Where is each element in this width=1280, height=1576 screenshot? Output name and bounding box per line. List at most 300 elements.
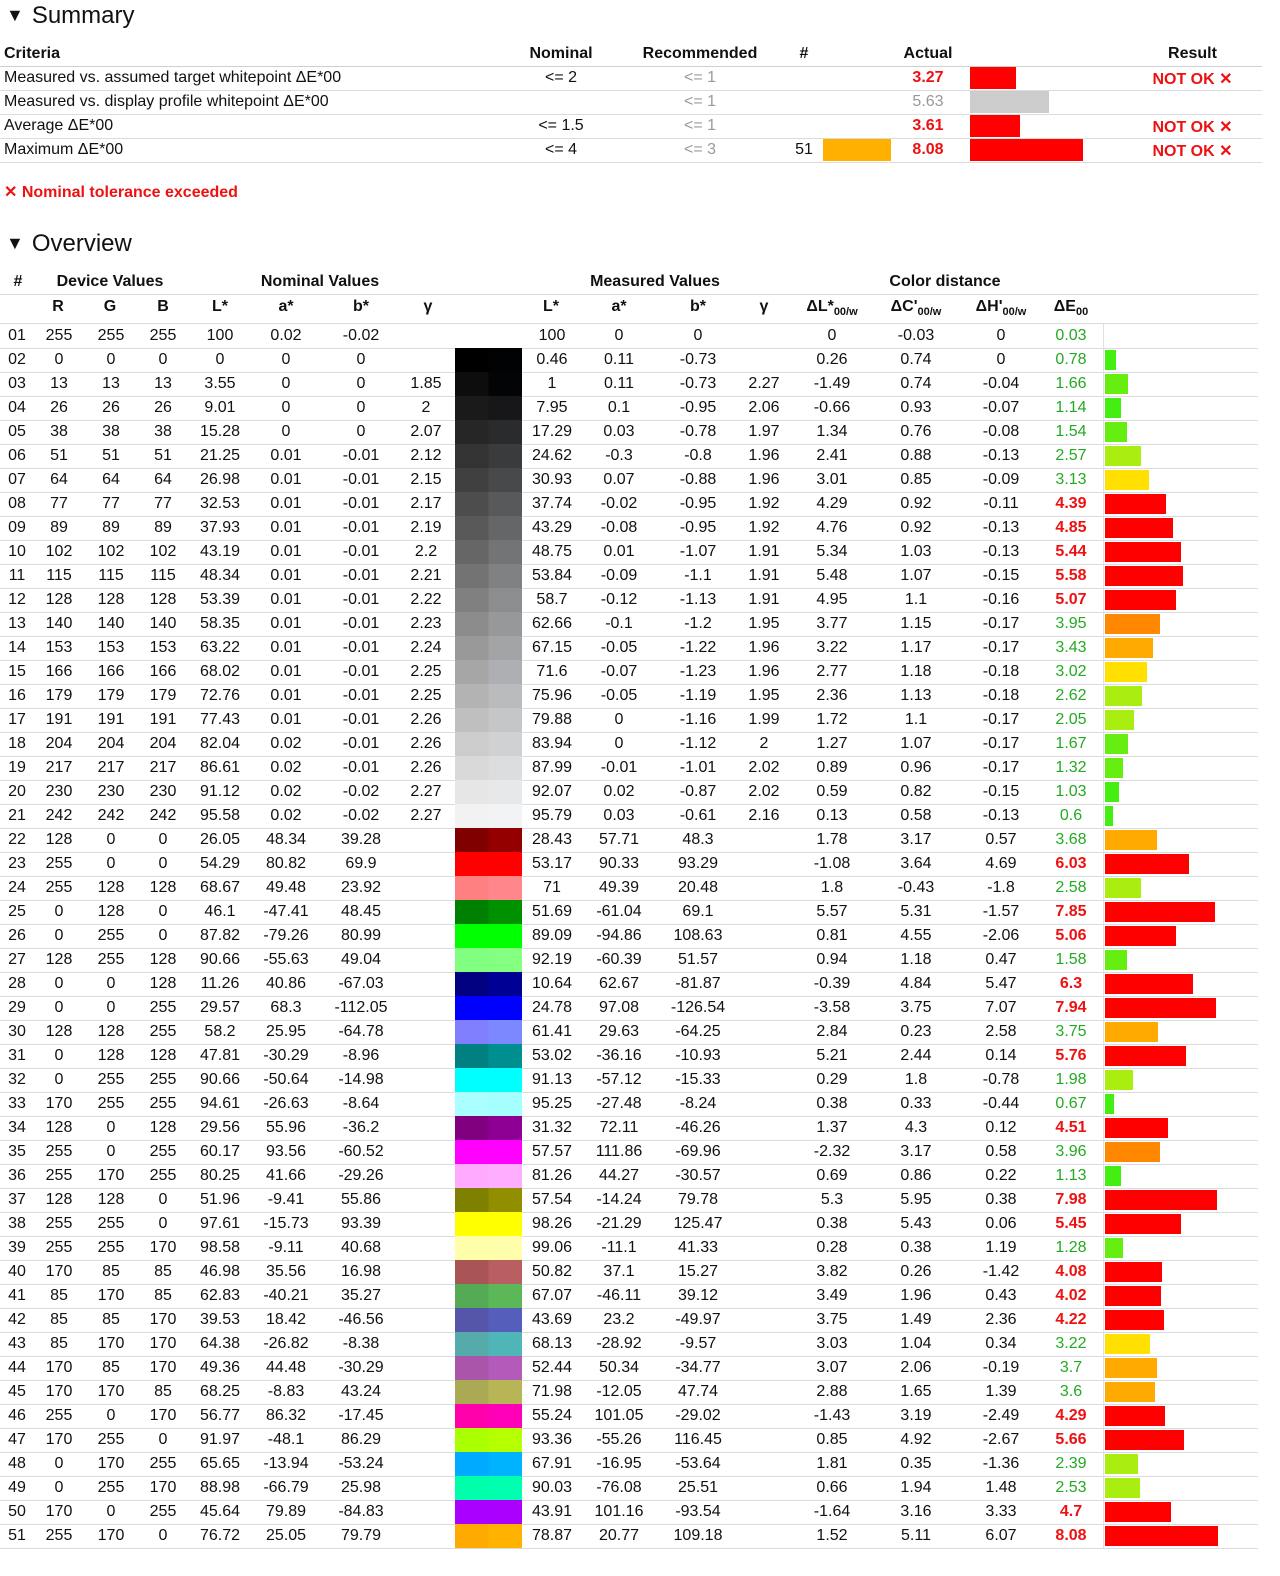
delta-l: 2.84: [816, 1023, 848, 1040]
column-header: R: [52, 298, 64, 315]
table-row: [0, 396, 1258, 421]
delta-l-label: ΔL*: [806, 298, 834, 315]
measured-a: 0: [614, 735, 624, 752]
device-g: 26: [102, 399, 120, 416]
delta-e-bar: [1105, 806, 1113, 826]
nominal-l: 53.39: [199, 591, 241, 608]
nominal-l: 26.05: [199, 831, 241, 848]
nominal-l: 82.04: [199, 735, 241, 752]
delta-h: -0.19: [982, 1359, 1020, 1376]
measured-b: -1.23: [679, 663, 717, 680]
nominal-a: 93.56: [265, 1143, 307, 1160]
measured-b: -1.22: [679, 639, 717, 656]
table-row: [0, 1236, 1258, 1261]
device-b: 26: [154, 399, 172, 416]
measured-a: 111.86: [595, 1143, 643, 1160]
delta-l: 0.81: [816, 927, 848, 944]
color-distance-header: Color distance: [889, 273, 1001, 290]
nominal-b: 39.28: [340, 831, 382, 848]
delta-l: 0.13: [816, 807, 848, 824]
bar-axis: [1103, 1284, 1104, 1308]
recommended-cell: <= 1: [683, 117, 717, 134]
bar-axis: [1103, 804, 1104, 828]
table-row: [0, 444, 1258, 469]
delta-e: 3.68: [1055, 831, 1087, 848]
patch-num: 25: [8, 903, 26, 920]
measured-b: -1.13: [679, 591, 717, 608]
device-g: 0: [106, 1503, 116, 1520]
delta-h: -0.04: [982, 375, 1020, 392]
delta-e: 1.66: [1055, 375, 1087, 392]
nominal-b: 79.79: [340, 1527, 382, 1544]
bar-axis: [1103, 636, 1104, 660]
bar-axis: [1103, 564, 1104, 588]
device-b: 153: [149, 639, 177, 656]
device-g: 166: [97, 663, 125, 680]
device-r: 128: [45, 1191, 73, 1208]
measured-l: 7.95: [536, 399, 568, 416]
nominal-b: 69.9: [345, 855, 377, 872]
measured-gamma: 1.91: [748, 591, 780, 608]
device-g: 217: [97, 759, 125, 776]
delta-e: 0.03: [1055, 327, 1087, 344]
delta-h: -1.36: [982, 1455, 1020, 1472]
color-swatch: [455, 636, 522, 660]
device-g: 115: [98, 567, 124, 584]
delta-e: 0.78: [1055, 351, 1087, 368]
device-r: 0: [54, 999, 64, 1016]
measured-b: 93.29: [677, 855, 719, 872]
bar-axis: [1103, 1140, 1104, 1164]
delta-e: 7.94: [1055, 999, 1087, 1016]
delta-c: 4.84: [900, 975, 932, 992]
measured-b: -1.1: [684, 567, 712, 584]
device-b: 255: [149, 1071, 177, 1088]
delta-e: 3.96: [1055, 1143, 1087, 1160]
delta-e-bar: [1105, 566, 1183, 586]
measured-l: 92.19: [531, 951, 573, 968]
color-swatch: [455, 1212, 522, 1236]
device-b: 102: [149, 543, 177, 560]
actual-bar: [970, 67, 1016, 89]
color-swatch: [455, 1380, 522, 1404]
nominal-b: -0.01: [342, 639, 380, 656]
device-r: 255: [45, 879, 73, 896]
measured-b: 39.12: [677, 1287, 719, 1304]
nominal-b: 40.68: [340, 1239, 382, 1256]
bar-axis: [1103, 1380, 1104, 1404]
column-header: a*: [611, 298, 627, 315]
delta-e: 6.03: [1055, 855, 1087, 872]
measured-b: -0.8: [684, 447, 712, 464]
bar-axis: [1103, 1044, 1104, 1068]
nominal-l: 90.66: [199, 1071, 241, 1088]
device-g: 128: [97, 1023, 125, 1040]
delta-l: 3.01: [816, 471, 848, 488]
nominal-gamma: 2.22: [410, 591, 442, 608]
measured-gamma: 1.99: [748, 711, 780, 728]
collapse-triangle-icon[interactable]: ▼: [6, 233, 24, 253]
nominal-gamma: 2.27: [410, 783, 442, 800]
delta-l: 4.76: [816, 519, 848, 536]
measured-b: -53.64: [675, 1455, 721, 1472]
delta-h: -2.67: [982, 1431, 1020, 1448]
table-row: [0, 612, 1258, 637]
delta-l: -2.32: [813, 1143, 851, 1160]
nominal-a: 18.42: [265, 1311, 307, 1328]
delta-e: 1.54: [1055, 423, 1087, 440]
patch-num: 44: [8, 1359, 26, 1376]
delta-e-bar: [1105, 638, 1153, 658]
collapse-triangle-icon[interactable]: ▼: [6, 5, 24, 25]
color-swatch: [455, 708, 522, 732]
device-g: 89: [102, 519, 120, 536]
measured-gamma: 2.06: [748, 399, 780, 416]
table-row: [0, 756, 1258, 781]
nominal-l: 56.77: [199, 1407, 241, 1424]
delta-l: 1.37: [816, 1119, 848, 1136]
nominal-l: 0: [215, 351, 225, 368]
nominal-b: 23.92: [340, 879, 382, 896]
delta-l-sub: 00/w: [833, 306, 858, 319]
bar-axis: [1103, 1500, 1104, 1524]
patch-num: 23: [8, 855, 26, 872]
device-r: 85: [50, 1311, 68, 1328]
nominal-a: 0.02: [270, 327, 302, 344]
measured-gamma: 1.96: [748, 663, 780, 680]
delta-e: 5.06: [1055, 927, 1087, 944]
delta-e: 3.22: [1055, 1335, 1087, 1352]
device-g: 64: [102, 471, 120, 488]
delta-e-bar: [1105, 614, 1160, 634]
patch-num: 36: [8, 1167, 26, 1184]
delta-l: 0: [827, 327, 837, 344]
measured-a: -21.29: [596, 1215, 642, 1232]
device-r: 115: [46, 567, 72, 584]
delta-e-bar: [1105, 1046, 1186, 1066]
table-row: [0, 732, 1258, 757]
device-g: 255: [97, 327, 125, 344]
measured-a: -0.09: [600, 567, 638, 584]
device-r: 77: [50, 495, 68, 512]
measured-l: 30.93: [531, 471, 573, 488]
nominal-b: 55.86: [340, 1191, 382, 1208]
group-header-row: [0, 270, 1258, 295]
delta-c: 1.96: [900, 1287, 932, 1304]
table-row: [0, 1260, 1258, 1285]
patch-num: 10: [8, 543, 26, 560]
nominal-gamma: 2.26: [410, 711, 442, 728]
measured-a: 0.11: [604, 375, 634, 392]
table-row: [0, 1452, 1258, 1477]
bar-axis: [1103, 924, 1104, 948]
nominal-header: Nominal: [529, 45, 593, 62]
color-swatch: [455, 996, 522, 1020]
measured-a: -46.11: [596, 1287, 642, 1304]
measured-b: 20.48: [677, 879, 719, 896]
color-swatch: [455, 780, 522, 804]
result-cell: NOT OK ✕: [1152, 71, 1233, 88]
nominal-l: 3.55: [204, 375, 236, 392]
device-g: 170: [97, 1167, 125, 1184]
device-g: 170: [97, 1455, 125, 1472]
delta-e: 4.08: [1055, 1263, 1087, 1280]
nominal-a: 0.02: [270, 783, 302, 800]
delta-l: 1.78: [816, 831, 848, 848]
device-g: 255: [97, 951, 125, 968]
bar-axis: [1103, 828, 1104, 852]
recommended-cell: <= 1: [683, 93, 717, 110]
measured-b: -0.78: [679, 423, 717, 440]
patch-num: 22: [8, 831, 26, 848]
device-g: 255: [97, 1479, 125, 1496]
nominal-gamma: 2.26: [410, 759, 442, 776]
device-g: 0: [106, 855, 116, 872]
tolerance-note: ✕ Nominal tolerance exceeded: [4, 184, 238, 201]
patch-num: 28: [8, 975, 26, 992]
device-r: 166: [45, 663, 73, 680]
measured-b: 15.27: [677, 1263, 719, 1280]
nominal-a: -50.64: [263, 1071, 309, 1088]
color-swatch: [455, 516, 522, 540]
measured-l: 98.26: [531, 1215, 573, 1232]
nominal-l: 47.81: [199, 1047, 241, 1064]
delta-e-bar: [1105, 470, 1149, 490]
nominal-b: 0: [356, 399, 366, 416]
delta-e: 6.3: [1059, 975, 1083, 992]
delta-e-bar: [1105, 830, 1157, 850]
nominal-l: 32.53: [199, 495, 241, 512]
device-g: 170: [97, 1335, 125, 1352]
delta-h: 0.22: [985, 1167, 1017, 1184]
delta-e-bar: [1105, 1454, 1138, 1474]
nominal-b: 0: [356, 423, 366, 440]
table-row: [0, 492, 1258, 517]
device-b: 89: [154, 519, 172, 536]
device-r: 51: [50, 447, 68, 464]
column-header: L*: [543, 298, 559, 315]
measured-a: -0.08: [600, 519, 638, 536]
device-r: 128: [45, 831, 73, 848]
nominal-l: 97.61: [199, 1215, 241, 1232]
measured-a: -57.12: [596, 1071, 642, 1088]
measured-a: 0.11: [604, 351, 634, 368]
color-swatch: [455, 324, 522, 348]
measured-b: -0.95: [679, 495, 717, 512]
patch-num: 31: [8, 1047, 26, 1064]
color-swatch: [455, 1452, 522, 1476]
measured-l: 89.09: [531, 927, 573, 944]
bar-axis: [1103, 444, 1104, 468]
color-swatch: [455, 684, 522, 708]
nominal-a: -66.79: [263, 1479, 309, 1496]
nominal-a: 0.01: [270, 711, 302, 728]
measured-l: 100: [538, 327, 566, 344]
delta-e: 2.58: [1055, 879, 1087, 896]
device-g: 153: [97, 639, 125, 656]
measured-a: 23.2: [603, 1311, 635, 1328]
color-swatch: [455, 1404, 522, 1428]
delta-e-bar: [1105, 590, 1176, 610]
color-swatch: [455, 732, 522, 756]
nominal-a: 0.01: [270, 519, 302, 536]
nominal-l: 65.65: [199, 1455, 241, 1472]
table-row: [0, 1332, 1258, 1357]
nominal-l: 54.29: [199, 855, 241, 872]
nominal-b: -0.01: [342, 543, 380, 560]
device-b: 0: [158, 1527, 168, 1544]
delta-e-bar: [1105, 1334, 1150, 1354]
delta-l: 1.52: [816, 1527, 848, 1544]
nominal-gamma: 2.2: [414, 543, 438, 560]
bar-axis: [1103, 876, 1104, 900]
nominal-b: -30.29: [338, 1359, 384, 1376]
measured-a: 101.05: [594, 1407, 644, 1424]
bar-axis: [1103, 468, 1104, 492]
measured-l: 1: [547, 375, 557, 392]
measured-l: 90.03: [531, 1479, 573, 1496]
nominal-gamma: 2.21: [410, 567, 442, 584]
measured-b: -1.01: [679, 759, 717, 776]
actual-bar: [970, 91, 1049, 113]
measured-l: 71.98: [531, 1383, 573, 1400]
delta-l-header: [800, 298, 864, 318]
num-header: #: [799, 45, 809, 62]
color-swatch: [455, 1236, 522, 1260]
delta-e: 4.22: [1055, 1311, 1087, 1328]
patch-num: 50: [8, 1503, 26, 1520]
table-row: [0, 900, 1258, 925]
delta-c: 0.96: [900, 759, 932, 776]
measured-b: -34.77: [675, 1359, 721, 1376]
patch-num: 33: [8, 1095, 26, 1112]
nominal-l: 39.53: [199, 1311, 241, 1328]
nominal-b: -46.56: [338, 1311, 384, 1328]
table-row: [0, 324, 1258, 349]
delta-c: 1.8: [904, 1071, 928, 1088]
delta-h: -1.42: [982, 1263, 1020, 1280]
delta-e: 3.13: [1055, 471, 1087, 488]
nominal-gamma: 2.23: [410, 615, 442, 632]
device-r: 128: [45, 1119, 73, 1136]
delta-c: 1.13: [900, 687, 932, 704]
device-r: 170: [45, 1263, 73, 1280]
delta-c: 1.07: [900, 567, 932, 584]
device-r: 85: [50, 1287, 68, 1304]
color-swatch: [455, 564, 522, 588]
color-swatch: [455, 420, 522, 444]
nominal-b: -0.01: [342, 759, 380, 776]
delta-h: -0.13: [982, 543, 1020, 560]
delta-e: 1.28: [1055, 1239, 1087, 1256]
measured-b: 51.57: [677, 951, 719, 968]
delta-l: 3.77: [816, 615, 848, 632]
device-b: 255: [149, 1095, 177, 1112]
delta-h: 0: [996, 351, 1006, 368]
delta-e-bar: [1105, 878, 1141, 898]
device-b: 170: [149, 1359, 177, 1376]
overview-section-title[interactable]: [6, 230, 132, 258]
measured-b: -64.25: [675, 1023, 721, 1040]
delta-h: -0.09: [982, 471, 1020, 488]
delta-l: 0.85: [816, 1431, 848, 1448]
delta-h: -0.17: [982, 759, 1020, 776]
nominal-cell: <= 1.5: [538, 117, 584, 134]
nominal-l: 80.25: [199, 1167, 241, 1184]
overview-title: Overview: [31, 230, 132, 257]
table-row: [0, 804, 1258, 829]
color-swatch: [455, 468, 522, 492]
device-r: 102: [45, 543, 73, 560]
nominal-a: 0.01: [270, 663, 302, 680]
delta-c: 4.3: [904, 1119, 928, 1136]
delta-h: -0.44: [982, 1095, 1020, 1112]
measured-a: -76.08: [596, 1479, 642, 1496]
measured-l: 75.96: [531, 687, 573, 704]
delta-l: 0.66: [816, 1479, 848, 1496]
color-swatch: [455, 1476, 522, 1500]
measured-l: 95.79: [531, 807, 573, 824]
nominal-l: 72.76: [199, 687, 241, 704]
measured-a: -0.05: [600, 639, 638, 656]
measured-l: 10.64: [531, 975, 573, 992]
recommended-header: Recommended: [642, 45, 758, 62]
nominal-a: -8.83: [267, 1383, 305, 1400]
delta-c: 3.16: [900, 1503, 932, 1520]
measured-l: 87.99: [531, 759, 573, 776]
delta-c: 1.18: [900, 663, 932, 680]
nominal-a: 0.01: [270, 615, 302, 632]
patch-num: 51: [8, 1527, 26, 1544]
nominal-a: 0.01: [270, 567, 302, 584]
delta-e: 3.02: [1055, 663, 1087, 680]
delta-e: 4.85: [1055, 519, 1087, 536]
summary-title: Summary: [31, 2, 135, 29]
device-b: 191: [149, 711, 177, 728]
measured-a: 0.07: [603, 471, 635, 488]
measured-l: 58.7: [536, 591, 568, 608]
bar-axis: [1103, 324, 1104, 348]
device-b: 128: [149, 1119, 177, 1136]
delta-e-bar: [1105, 398, 1121, 418]
device-r: 170: [45, 1359, 73, 1376]
delta-h: 3.33: [985, 1503, 1017, 1520]
bar-axis: [1103, 348, 1104, 372]
nominal-l: 100: [206, 327, 234, 344]
nominal-a: 48.34: [265, 831, 307, 848]
measured-b: 125.47: [673, 1215, 723, 1232]
color-swatch: [455, 876, 522, 900]
measured-b: -8.24: [679, 1095, 717, 1112]
patch-num: 43: [8, 1335, 26, 1352]
measured-a: -60.39: [596, 951, 642, 968]
measured-b: -30.57: [675, 1167, 721, 1184]
color-swatch: [455, 1140, 522, 1164]
delta-c: 1.17: [900, 639, 932, 656]
delta-c: -0.03: [897, 327, 935, 344]
nominal-l: 90.66: [199, 951, 241, 968]
nominal-a: 0.01: [270, 495, 302, 512]
delta-c: 3.75: [900, 999, 932, 1016]
delta-e-sub: 00: [1075, 306, 1089, 319]
delta-h: -2.49: [982, 1407, 1020, 1424]
measured-b: -9.57: [679, 1335, 717, 1352]
table-row: [0, 1044, 1258, 1069]
delta-e: 2.39: [1055, 1455, 1087, 1472]
summary-section-title[interactable]: [6, 2, 135, 30]
actual-cell: 3.27: [912, 69, 944, 86]
device-r: 0: [54, 975, 64, 992]
